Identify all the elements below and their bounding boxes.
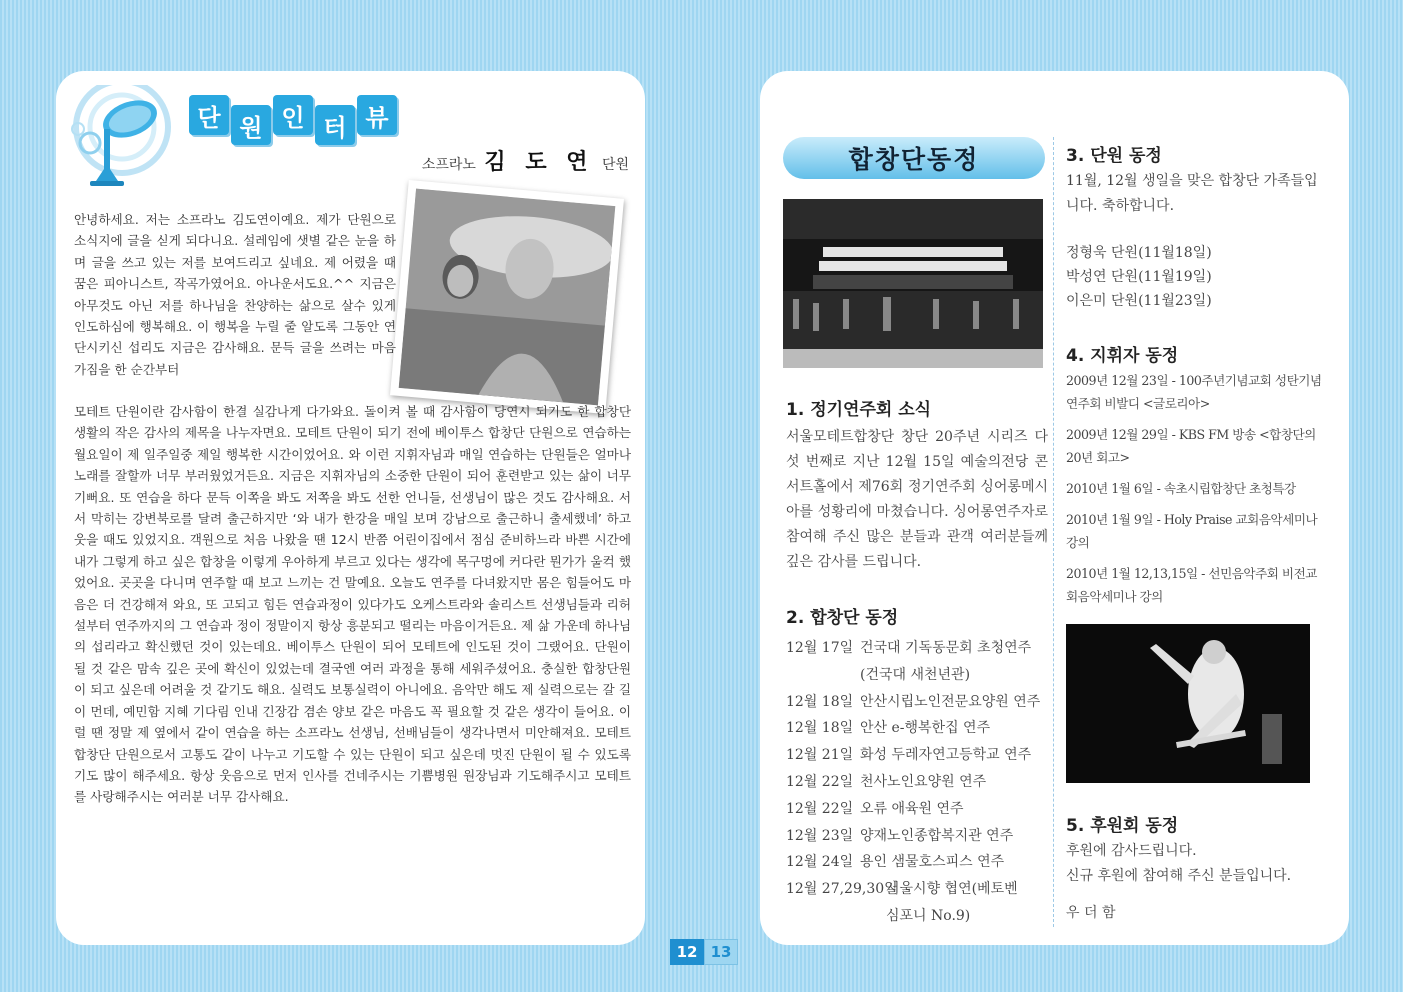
member-photo [390,180,624,414]
portrait-illustration [399,189,616,406]
concert-text: 서울모테트합창단 창단 20주년 시리즈 다섯 번째로 지난 12월 15일 예술의전당 콘서트홀에서 제76회 정기연주회 싱어롱메시아를 성황리에 마쳤습니다. 싱어롱연주자로 참여해 주신 많은 분들과 관객 여러분들께 깊은 감사를 드립니다. [786,429,1048,570]
title-char: 단 [189,95,229,135]
birthday-item: 박성연 단원(11월19일) [1066,269,1212,285]
schedule-row: 12월 22일 오류 애육원 연주 [786,800,964,817]
section-title-choir-news: 2. 합창단 동정 [786,608,899,628]
byline-name: 김 도 연 [484,150,594,175]
microphone-icon [60,85,200,195]
conductor-news-item: 2010년 1월 6일 - 속초시립합창단 초청특강 [1066,481,1296,496]
title-char: 뷰 [357,95,397,135]
conductor-illustration [1066,624,1310,783]
section-title-support-news: 5. 후원회 동정 [1066,816,1179,836]
section-title-conductor-news: 4. 지휘자 동정 [1066,346,1179,366]
conductor-news-item: 2009년 12월 29일 - KBS FM 방송 <합창단의 20년 회고> [1066,427,1316,465]
body-paragraph: 모테트 단원이란 감사함이 한결 실감나게 다가와요. 돌이켜 볼 때 감사함이 당연시 되기도 한 합창단 생활의 작은 감사의 제목을 나누자면요. 모테트 단원이 되기 전에 베이투스 합창단 단원으로 연습하는 월요일이 제 일주일중 제일 행복한 시간이었어요. 와 이런 지휘자님과 매일 연습하는 단원들은 얼마나 노래를 잘할까 너무 부러웠었거든요. 지금은 지휘자님의 소중한 단원이 되어 훈련받고 있는 삶이 너무 기뻐요. 또 연습을 하다 문득 이쪽을 봐도 저쪽을 봐도 선한 언니들, 선생님이 많은 것도 감사해요. 서서 막히는 강변북로를 달려 출근하지만 ‘와 내가 한강을 매일 보며 강남으로 출근하니 출세했네’ 하고 웃을 때도 있었지요. 객원으로 처음 나왔을 땐 12시 반쯤 어린이집에서 점심 준비하느라 바쁜 시간에 내가 그렇게 하고 싶은 합창을 이렇게 우아하게 부르고 있다는 생각에 목구멍에 커다란 뭔가가 울컥 했었어요. 곳곳을 다니며 연주할 때 보고 느끼는 건 말예요. 오늘도 연주를 다녀왔지만 몸은 힘들어도 마음은 더 건강해져 와요, 또 고되고 힘든 연습과정이 있다가도 오케스트라와 솔리스트 선생님들과 리허설부터 연주까지의 그 연습과 정이 정말이지 항상 흥분되고 떨리는 마음이거든요. 제 삶 가운데 하나님의 섭리라고 확신했던 것이 있는데요. 베이투스 단원이 되어 모테트에 인도된 것이 그랬어요. 단원이 될 것 같은 맘속 깊은 곳에 확신이 있었는데 결국엔 여러 과정을 통해 세워주셨어요. 충실한 합창단원이 되고 싶은데 어려울 것 같기도 해요. 실력도 보통실력이 아니에요. 음악만 해도 제 실력으로는 갈 길이 먼데, 예민함 지혜 기다림 인내 긴장감 겸손 양보 같은 마음도 꼭 필요할 것 같은 생각이 들어요. 이럴 땐 정말 제 옆에서 같이 연습을 하는 소프라노 선생님, 선배님들이 생각나면서 미안해져요. 모테트합창단 단원으로서 고통도 같이 나누고 기도할 수 있는 단원이 되고 싶은데 멋진 단원이 될 수 있도록 기도 많이 해주세요. 항상 웃음으로 먼저 인사를 건네주시는 기쁨병원 원장님과 기도해주시고 모테트를 사랑해주시는 여러분 너무 감사해요. [74,404,631,805]
choir-concert-photo [783,199,1043,368]
schedule-list [786,635,1048,930]
choir-illustration [783,199,1043,368]
section-title-concert: 1. 정기연주회 소식 [786,400,932,420]
schedule-row: 12월 17일 건국대 기독동문회 초청연주 [786,640,1032,656]
schedule-row: 12월 24일 용인 샘물호스피스 연주 [786,854,1005,871]
intro-paragraph: 안녕하세요. 저는 소프라노 김도연이예요. 제가 단원으로 소식지에 글을 싣게 되다니요. 설레임에 샛별 같은 눈을 하며 글을 쓰고 있는 저를 보여드리고 싶네요. 제 어렸을 때 꿈은 피아니스트, 작곡가였어요. 아나운서도요.^^ 지금은 아무것도 아닌 저를 하나님을 찬양하는 삶으로 살수 있게 인도하심에 행복해요. 이 행복을 누릴 줄 알도록 그동안 연단시키신 섭리도 지금은 감사해요. 문득 글을 쓰려는 마음가짐을 한 순간부터 [74,212,396,377]
conductor-news-list [1066,369,1322,616]
page-numbers [670,939,738,965]
conductor-photo [1066,624,1310,783]
title-char: 터 [315,105,355,145]
conductor-news-item: 2010년 1월 9일 - Holy Praise 교회음악세미나 강의 [1066,512,1318,550]
schedule-row: 12월 18일 안산 e-행복한집 연주 [786,720,991,737]
member-news-text: 11월, 12월 생일을 맞은 합창단 가족들입니다. 축하합니다. [1066,173,1318,214]
schedule-row: 12월 21일 화성 두레자연고등학교 연주 [786,747,1032,764]
byline-suffix: 단원 [601,157,629,173]
page-number-left: 12 [670,939,704,965]
conductor-news-item: 2010년 1월 12,13,15일 - 선민음악주회 비전교회음악세미나 강의 [1066,566,1317,604]
schedule-row: 12월 22일 천사노인요양원 연주 [786,773,987,790]
page-number-right: 13 [704,939,738,965]
schedule-row: 12월 27,29,30일 서울시향 협연(베토벤 [786,881,1018,898]
support-news-text: 후원에 감사드립니다. 신규 후원에 참여해 주신 분들입니다. [1066,843,1292,884]
schedule-row: (건국대 새천년관) [860,666,971,683]
byline-role: 소프라노 [421,157,476,173]
right-page [760,71,1349,945]
section-title-member-news: 3. 단원 동정 [1066,146,1162,166]
byline [422,145,629,176]
schedule-row: 12월 18일 안산시립노인전문요양원 연주 [786,693,1041,710]
column-divider [1053,137,1054,927]
schedule-row: 심포니 No.9) [886,907,971,924]
title-char: 인 [273,95,313,135]
conductor-news-item: 2009년 12월 23일 - 100주년기념교회 성탄기념연주회 비발디 <글로리아> [1066,373,1322,411]
left-page [56,71,645,945]
supporter-name: 우 더 함 [1066,905,1116,921]
birthday-item: 정형욱 단원(11월18일) [1066,245,1212,261]
schedule-row: 12월 23일 양재노인종합복지관 연주 [786,827,1014,844]
birthday-item: 이은미 단원(11월23일) [1066,293,1212,309]
title-char: 원 [231,105,271,145]
section-banner: 합창단동정 [783,137,1045,179]
birthday-list [1066,241,1212,313]
